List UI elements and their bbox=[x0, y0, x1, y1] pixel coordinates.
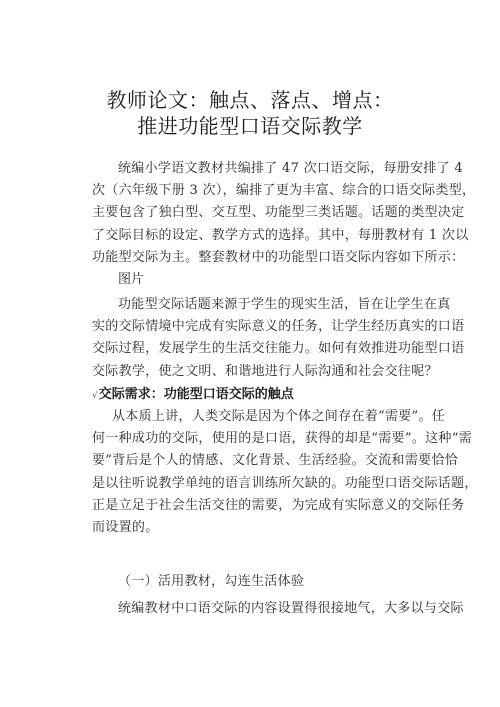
text-line: 次（六年级下册 3 次），编排了更为丰富、综合的口语交际类型， bbox=[92, 183, 476, 199]
text-line: 了交际目标的设定、教学方式的选择。其中，每册教材有 1 次以 bbox=[92, 227, 469, 243]
section-heading-text: 交际需求：功能型口语交际的触点 bbox=[98, 387, 294, 402]
page-title-line-1: 教师论文：触点、落点、增点： bbox=[106, 88, 394, 112]
text-line: 而设置的。 bbox=[92, 519, 159, 535]
section-heading-1 bbox=[92, 385, 444, 406]
text-line: 要”背后是个人的情感、文化背景、生活经验。交流和需要恰恰 bbox=[92, 453, 459, 469]
text-line: 从本质上讲，人类交际是因为个体之间存在着“需要”。任 bbox=[112, 409, 446, 424]
page-title-line-2: 推进功能型口语交际教学 bbox=[137, 114, 363, 138]
text-line: 主要包含了独白型、交互型、功能型三类话题。话题的类型决定 bbox=[92, 205, 465, 221]
paragraph-intro bbox=[92, 158, 476, 269]
figure-placeholder-label: 图片 bbox=[118, 272, 145, 287]
text-line: 正是立足于社会生活交往的需要，为完成有实际意义的交际任务 bbox=[92, 497, 465, 513]
text-line: 功能型交际话题来源于学生的现实生活，旨在让学生在真 bbox=[118, 297, 451, 312]
paragraph-textbook bbox=[92, 598, 464, 620]
check-mark-icon: √ bbox=[92, 391, 98, 401]
text-line: 交际过程，发展学生的生活交往能力。如何有效推进功能型口语 bbox=[92, 341, 465, 357]
text-line: 实的交际情境中完成有实际意义的任务，让学生经历真实的口语 bbox=[92, 319, 465, 335]
text-line: 是以往听说教学单纯的语言训练所欠缺的。功能型口语交际话题， bbox=[92, 475, 478, 491]
paragraph-needs bbox=[92, 406, 478, 539]
text-line: 何一种成功的交际，使用的是口语，获得的却是“需要”。这种“需 bbox=[92, 431, 472, 447]
text-line: 统编小学语文教材共编排了 47 次口语交际，每册安排了 4 bbox=[118, 161, 463, 176]
text-line: 统编教材中口语交际的内容设置得很接地气，大多以与交际 bbox=[118, 601, 464, 616]
text-line: 交际教学，使之文明、和谐地进行人际沟通和社会交往呢？ bbox=[92, 363, 438, 379]
paragraph-functional-topics bbox=[92, 294, 465, 383]
subsection-heading-1: （一）活用教材，勾连生活体验 bbox=[118, 574, 305, 589]
text-line: 功能型交际为主。整套教材中的功能型口语交际内容如下所示： bbox=[92, 249, 465, 265]
